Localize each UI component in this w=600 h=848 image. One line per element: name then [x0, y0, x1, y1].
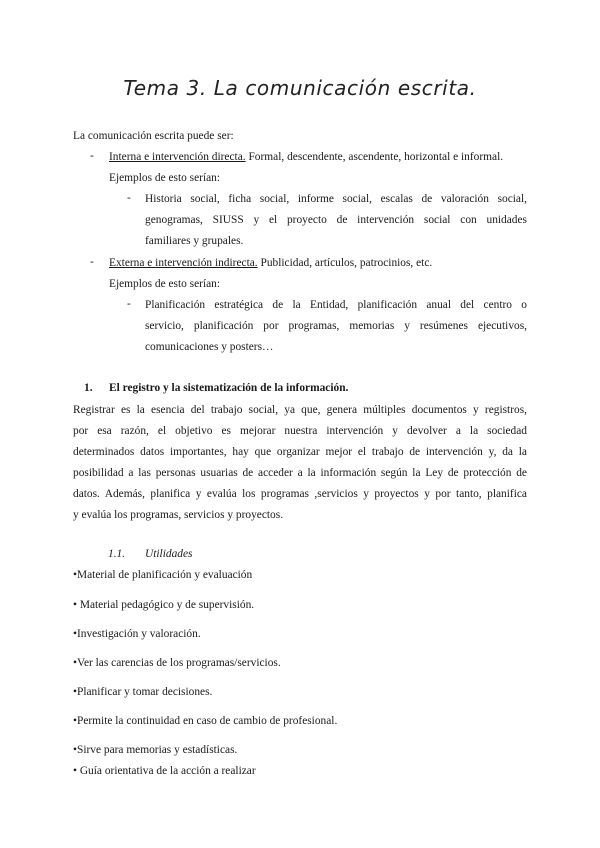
section-heading: El registro y la sistematización de la información.: [109, 382, 349, 394]
example-line: servicio, planificación por programas, memorias y resúmenes ejecutivos,: [145, 320, 527, 332]
subsection-heading: Utilidades: [145, 548, 193, 560]
paragraph-line: datos. Además, planifica y evalúa los programas ,servicios y proyectos y por tanto, planifica: [73, 488, 527, 500]
list-item-label: Externa e intervención indirecta.: [109, 257, 258, 269]
bullet-item: • Material pedagógico y de supervisión.: [73, 599, 255, 611]
bullet-item: • Guía orientativa de la acción a realizar: [73, 765, 256, 777]
bullet-item: •Material de planificación y evaluación: [73, 569, 253, 581]
paragraph-line: posibilidad a las personas usuarias de acceder a la información según la Ley de protección de: [73, 467, 527, 479]
examples-intro: Ejemplos de esto serían:: [109, 278, 221, 290]
examples-intro: Ejemplos de esto serían:: [109, 172, 221, 184]
intro-text: La comunicación escrita puede ser:: [73, 130, 234, 142]
page-title: Tema 3. La comunicación escrita.: [123, 76, 477, 100]
subsection-number: 1.1.: [108, 548, 126, 560]
list-item-external: [109, 256, 432, 270]
list-dash: -: [90, 256, 94, 268]
bullet-item: •Sirve para memorias y estadísticas.: [73, 744, 238, 756]
list-item-internal: [109, 150, 503, 164]
list-item-label: Interna e intervención directa.: [109, 151, 246, 163]
example-line: genogramas, SIUSS y el proyecto de intervención social con unidades: [145, 214, 527, 226]
example-line: Planificación estratégica de la Entidad, planificación anual del centro o: [145, 299, 527, 311]
section-number: 1.: [84, 382, 93, 394]
example-line: Historia social, ficha social, informe social, escalas de valoración social,: [145, 193, 527, 205]
bullet-item: •Permite la continuidad en caso de cambio de profesional.: [73, 715, 338, 727]
paragraph-line: y evalúa los programas, servicios y proyectos.: [73, 509, 284, 521]
paragraph-line: Registrar es la esencia del trabajo social, ya que, genera múltiples documentos y registros,: [73, 404, 527, 416]
example-line: familiares y grupales.: [145, 235, 244, 247]
sublist-dash: -: [127, 298, 131, 310]
list-item-desc: Formal, descendente, ascendente, horizontal e informal.: [245, 151, 504, 163]
bullet-item: •Investigación y valoración.: [73, 628, 201, 640]
bullet-item: •Ver las carencias de los programas/servicios.: [73, 657, 281, 669]
list-item-desc: Publicidad, artículos, patrocinios, etc.: [257, 257, 433, 269]
example-line: comunicaciones y posters…: [145, 341, 274, 353]
list-dash: -: [90, 150, 94, 162]
sublist-dash: -: [127, 192, 131, 204]
paragraph-line: por esa razón, el objetivo es mejorar nuestra intervención y devolver a la sociedad: [73, 425, 527, 437]
paragraph-line: determinados datos importantes, hay que organizar mejor el trabajo de intervención y, da la: [73, 446, 527, 458]
bullet-item: •Planificar y tomar decisiones.: [73, 686, 213, 698]
